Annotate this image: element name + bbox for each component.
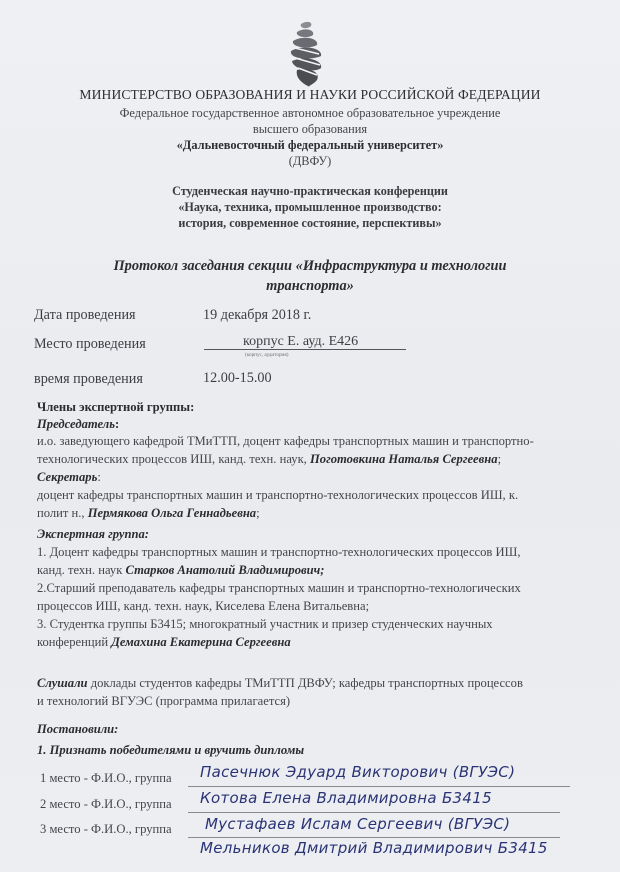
member-1-line2 (37, 563, 324, 578)
conference-line1: Студенческая научно-практическая конференции (172, 184, 448, 198)
member-2-line2 (37, 599, 369, 614)
chair-name: Поготовкина Наталья Сергеевна (309, 452, 498, 466)
university-abbreviation: (ДВФУ) (288, 154, 332, 168)
place-2-underline (188, 812, 560, 813)
secretary-line1: доцент кафедры транспортных машин и транспортно-технологических процессов ИШ, к. (37, 488, 519, 502)
member-3-line1: 3. Студентка группы Б3415; многократный участник и призер студенческих научных (37, 617, 493, 631)
secretary-position: полит н., (37, 506, 88, 520)
place-1-handwritten: Пасечнюк Эдуард Викторович (ВГУЭС) (200, 763, 516, 781)
university-name: «Дальневосточный федеральный университет» (176, 138, 444, 152)
heard-line1 (37, 676, 523, 691)
secretary-suffix: ; (256, 506, 260, 520)
secretary-colon: : (97, 470, 101, 484)
place-1-underline (188, 786, 570, 787)
place-2-label: 2 место - Ф.И.О., группа (40, 797, 172, 811)
date-label: Дата проведения (34, 307, 136, 323)
chair-position: технологических процессов ИШ, канд. техн. наук, (37, 452, 310, 466)
member-1-line1: 1. Доцент кафедры транспортных машин и транспортно-технологических процессов ИШ, (37, 545, 521, 559)
member-3-line2 (37, 635, 291, 650)
protocol-title-line2: транспорта» (266, 278, 354, 294)
member-1-name: Старков Анатолий Владимирович; (125, 563, 325, 577)
secretary-name: Пермякова Ольга Геннадьевна (87, 506, 257, 520)
heard-line2: и технологий ВГУЭС (программа прилагается) (37, 694, 291, 708)
place-underline (204, 349, 406, 350)
date-value: 19 декабря 2018 г. (203, 307, 312, 323)
chair-line1: и.о. заведующего кафедрой ТМиТТП, доцент кафедры транспортных машин и транспортно- (37, 434, 534, 448)
chair-colon: : (115, 417, 120, 431)
place-2-handwritten: Котова Елена Владимировна Б3415 (200, 789, 492, 807)
conference-line2: «Наука, техника, промышленное производство: (178, 200, 442, 214)
chair-label-row (37, 417, 119, 432)
heard-label: Слушали (37, 676, 88, 690)
member-3-name: Демахина Екатерина Сергеевна (111, 635, 291, 649)
place-3-label: 3 место - Ф.И.О., группа (40, 822, 172, 836)
place-label: Место проведения (34, 336, 146, 352)
place-value: корпус Е. ауд. Е426 (243, 334, 359, 349)
member-2-position: процессов ИШ, канд. техн. наук, Киселева Елена Витальевна; (37, 599, 370, 613)
heard-text: доклады студентов кафедры ТМиТТП ДВФУ; кафедры транспортных процессов (87, 676, 523, 690)
resolved-item-1: 1. Признать победителями и вручить дипломы (37, 743, 305, 757)
member-2-line1: 2.Старший преподаватель кафедры транспортных машин и транспортно-технологических (37, 581, 521, 595)
fefu-shell-logo-icon (283, 18, 327, 88)
secretary-line2 (37, 506, 260, 521)
resolved-heading: Постановили: (37, 722, 119, 736)
time-label: время проведения (34, 371, 143, 387)
secretary-label: Секретарь (37, 470, 98, 484)
member-3-position: конференций (37, 635, 112, 649)
time-value: 12.00-15.00 (203, 370, 272, 386)
place-1-label: 1 место - Ф.И.О., группа (40, 771, 172, 785)
institution-type-line2: высшего образования (252, 122, 368, 136)
secretary-label-row (37, 470, 101, 485)
institution-type-line1: Федеральное государственное автономное образовательное учреждение (119, 106, 501, 120)
chair-label: Председатель (37, 417, 115, 431)
place-caption: (корпус, аудитория) (245, 352, 289, 358)
ministry-heading: МИНИСТЕРСТВО ОБРАЗОВАНИЯ И НАУКИ РОССИЙСКОЙ ФЕДЕРАЦИИ (79, 87, 541, 102)
expert-group-heading: Члены экспертной группы: (37, 400, 195, 414)
conference-line3: история, современное состояние, перспективы» (178, 216, 442, 230)
extra-winner-handwritten: Мельников Дмитрий Владимирович Б3415 (200, 839, 548, 857)
place-3-handwritten: Мустафаев Ислам Сергеевич (ВГУЭС) (205, 815, 511, 833)
expert-group-label: Экспертная группа: (37, 527, 150, 541)
member-1-position: канд. техн. наук (37, 563, 126, 577)
place-3-underline (188, 837, 560, 838)
chair-line2 (37, 452, 501, 467)
protocol-title-line1: Протокол заседания секции «Инфраструктура и технологии (113, 258, 507, 274)
chair-suffix: ; (497, 452, 502, 466)
